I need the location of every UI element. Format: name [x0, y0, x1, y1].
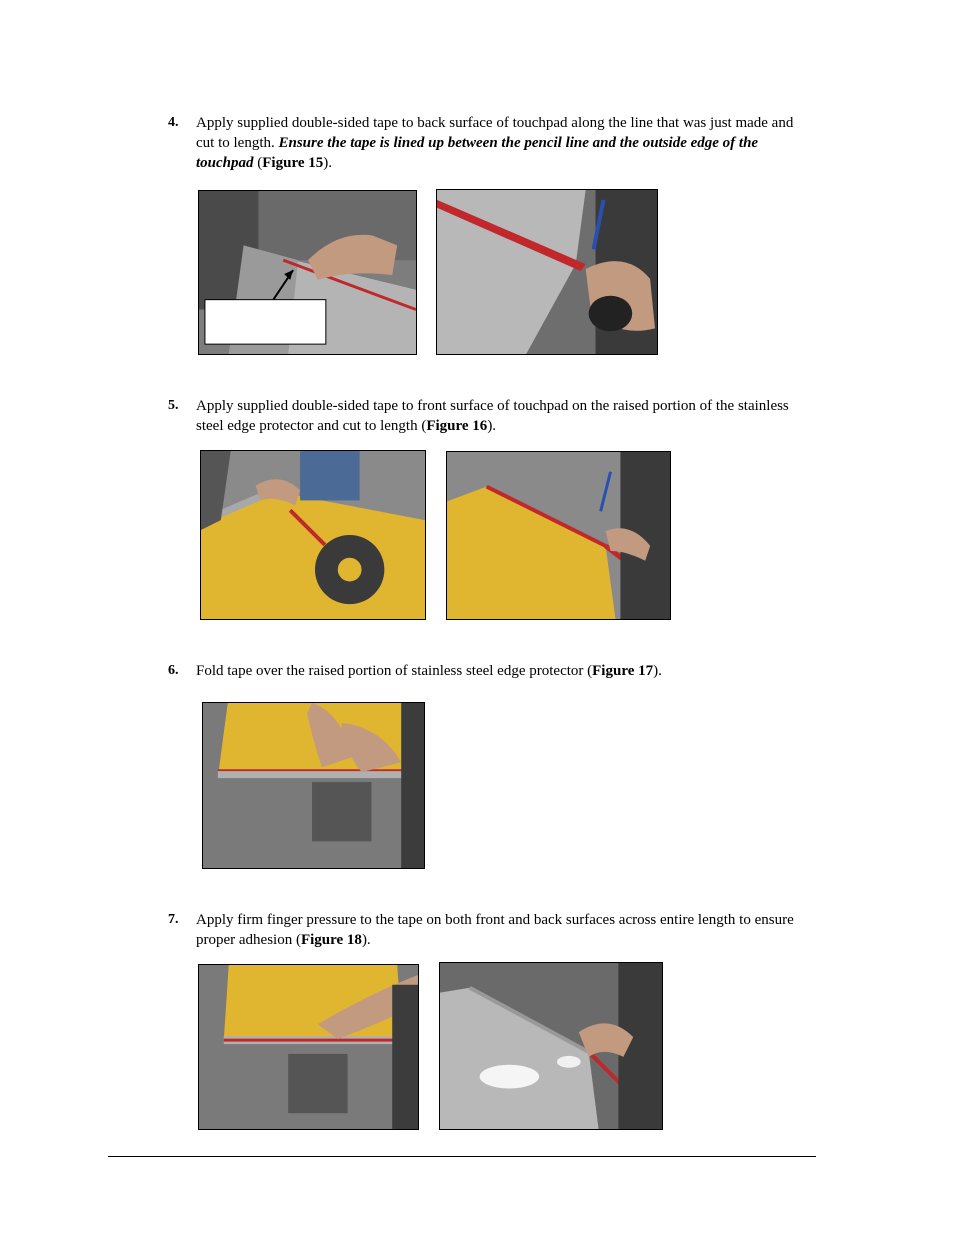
step-text: Apply supplied double-sided tape to back surface of touchpad along the line that was just made and cut to length. Ensure the tape is lined up between the pencil line and the outside edge of the touchpad (Figure 15).: [196, 115, 794, 171]
step-5: [168, 396, 808, 436]
figure-18-photo-right: [439, 962, 663, 1130]
figure-reference: Figure 15: [262, 155, 324, 171]
step-number: 7.: [168, 912, 179, 927]
figure-reference: Figure 16: [426, 418, 488, 434]
figure-15-photo-right: [436, 189, 658, 355]
emphasis-text: Ensure the tape is lined up between the pencil line and the outside edge of the touchpad: [196, 135, 759, 171]
step-number: 6.: [168, 663, 179, 678]
figure-16-photo-left: [200, 450, 426, 620]
footer-rule: [108, 1156, 816, 1157]
figure-reference: Figure 18: [300, 932, 362, 948]
step-number: 4.: [168, 115, 179, 130]
figure-15-photo-left: [198, 190, 417, 355]
step-text: Fold tape over the raised portion of stainless steel edge protector (Figure 17).: [196, 663, 662, 679]
step-text: Apply firm finger pressure to the tape on both front and back surfaces across entire length to ensure proper adhesion (Figure 18).: [196, 912, 794, 948]
figure-reference: Figure 17: [592, 663, 654, 679]
step-4: [168, 113, 808, 173]
step-number: 5.: [168, 398, 179, 413]
figure-17-photo: [202, 702, 425, 869]
figure-16-photo-right: [446, 451, 671, 620]
step-text: Apply supplied double-sided tape to front surface of touchpad on the raised portion of the stainless steel edge protector and cut to length (Figure 16).: [196, 398, 789, 434]
step-7: [168, 910, 808, 950]
figure-18-photo-left: [198, 964, 419, 1130]
step-6: [168, 661, 808, 681]
